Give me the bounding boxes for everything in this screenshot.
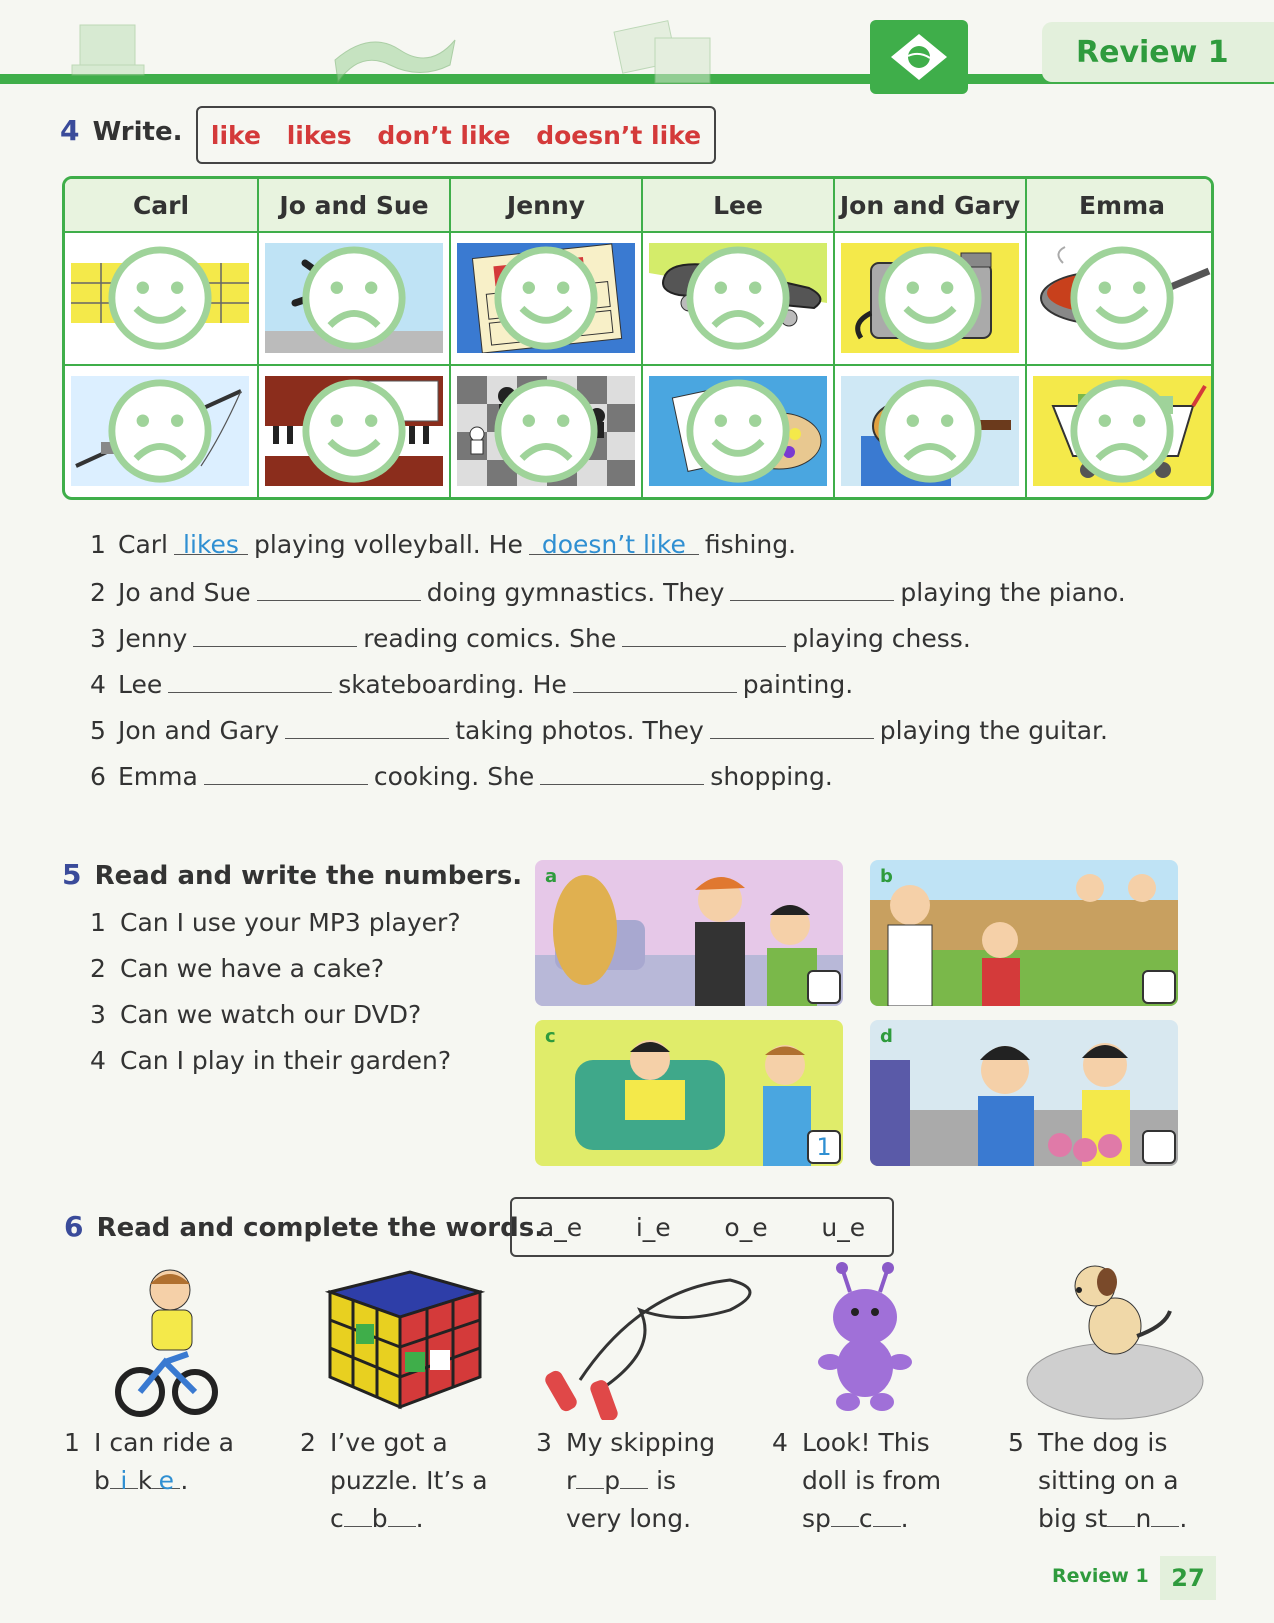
ex6-letter-box <box>510 1197 894 1257</box>
ex5-heading <box>62 858 522 891</box>
answer-blank[interactable] <box>168 668 332 693</box>
laptop-icon <box>70 20 150 90</box>
answer-blank[interactable] <box>204 760 368 785</box>
word-likes: likes <box>286 120 352 150</box>
letter-blank[interactable] <box>620 1462 648 1489</box>
word-doesnt-like: doesn’t like <box>536 120 702 150</box>
sentence-6: 6 Emma cooking. She shopping. <box>90 762 833 791</box>
answer-box[interactable] <box>1142 1130 1176 1164</box>
garden-scene-icon <box>870 860 1178 1006</box>
ex4-word-box <box>196 106 716 164</box>
happy-face-icon <box>649 376 827 486</box>
hobbies-table <box>62 176 1214 500</box>
word-like: like <box>210 120 261 150</box>
column-header: Jon and Gary <box>835 179 1025 233</box>
sad-face-icon <box>265 243 443 353</box>
ex5-question-2: 2 Can we have a cake? <box>90 954 385 983</box>
letter-blank[interactable] <box>873 1500 901 1527</box>
word-item-3: 3 My skipping r p is very long. <box>536 1428 716 1533</box>
column-header: Emma <box>1027 179 1214 233</box>
table-cell <box>643 366 833 499</box>
table-column <box>1025 179 1214 497</box>
letter-blank[interactable] <box>344 1500 372 1527</box>
ex5-question-3: 3 Can we watch our DVD? <box>90 1000 422 1029</box>
table-column <box>65 179 257 497</box>
living-room-scene-icon <box>535 860 843 1006</box>
table-cell <box>835 233 1025 366</box>
ex5-number: 5 <box>62 858 82 891</box>
letter-pattern: a_e <box>538 1212 583 1242</box>
sad-face-icon <box>71 376 249 486</box>
picture-d <box>870 1020 1178 1166</box>
column-header: Jenny <box>451 179 641 233</box>
letter-blank[interactable]: i <box>110 1462 138 1489</box>
word-item-4: 4 Look! This doll is from sp c . <box>772 1428 942 1533</box>
table-cell <box>259 366 449 499</box>
happy-face-icon <box>1033 243 1211 353</box>
letter-blank[interactable]: e <box>152 1462 180 1489</box>
scarf-icon <box>330 20 460 90</box>
ex6-heading <box>64 1210 544 1243</box>
ex4-title: Write. <box>92 117 183 147</box>
letter-pattern: i_e <box>635 1212 671 1242</box>
ex5-title: Read and write the numbers. <box>94 861 523 891</box>
word-dont-like: don’t like <box>377 120 511 150</box>
answer-blank[interactable]: doesn’t like <box>529 530 699 555</box>
answer-blank[interactable] <box>285 714 449 739</box>
letter-blank[interactable] <box>1107 1500 1135 1527</box>
table-column <box>641 179 833 497</box>
sad-face-icon <box>457 376 635 486</box>
armchair-scene-icon <box>535 1020 843 1166</box>
ex5-question-4: 4 Can I play in their garden? <box>90 1046 452 1075</box>
table-cell <box>451 366 641 499</box>
column-header: Jo and Sue <box>259 179 449 233</box>
brazil-flag-icon <box>870 20 968 94</box>
sentence-2: 2 Jo and Sue doing gymnastics. They playing the piano. <box>90 578 1126 607</box>
answer-blank[interactable] <box>730 576 894 601</box>
answer-blank[interactable] <box>193 622 357 647</box>
boy-on-bike-icon <box>110 1262 220 1422</box>
table-cell <box>65 366 257 499</box>
footer-section: Review 1 <box>1052 1565 1149 1587</box>
answer-blank[interactable] <box>540 760 704 785</box>
picture-label: a <box>545 866 558 887</box>
happy-face-icon <box>457 243 635 353</box>
letter-blank[interactable] <box>831 1500 859 1527</box>
letter-blank[interactable] <box>388 1500 416 1527</box>
ex6-number: 6 <box>64 1210 84 1243</box>
word-item-5: 5 The dog is sitting on a big st n . <box>1008 1428 1188 1533</box>
table-column <box>449 179 641 497</box>
sad-face-icon <box>841 376 1019 486</box>
review-tab: Review 1 <box>1042 22 1274 82</box>
answer-blank[interactable] <box>622 622 786 647</box>
letter-pattern: u_e <box>821 1212 866 1242</box>
picture-label: b <box>880 866 893 887</box>
table-cell <box>65 233 257 366</box>
table-cell <box>643 233 833 366</box>
photos-icon <box>610 18 720 98</box>
table-cell <box>259 233 449 366</box>
table-cell <box>835 366 1025 499</box>
answer-box[interactable] <box>1142 970 1176 1004</box>
ex5-question-1: 1 Can I use your MP3 player? <box>90 908 461 937</box>
sentence-4: 4 Lee skateboarding. He painting. <box>90 670 854 699</box>
letter-blank[interactable] <box>1151 1500 1179 1527</box>
column-header: Carl <box>65 179 257 233</box>
column-header: Lee <box>643 179 833 233</box>
answer-blank[interactable] <box>710 714 874 739</box>
happy-face-icon <box>71 243 249 353</box>
answer-blank[interactable]: likes <box>174 530 248 555</box>
picture-label: c <box>545 1026 556 1047</box>
sad-face-icon <box>1033 376 1211 486</box>
table-column <box>833 179 1025 497</box>
table-cell <box>451 233 641 366</box>
sentence-5: 5 Jon and Gary taking photos. They playing the guitar. <box>90 716 1108 745</box>
letter-blank[interactable] <box>576 1462 604 1489</box>
dog-on-stone-icon <box>1025 1256 1205 1421</box>
sentence-3: 3 Jenny reading comics. She playing chess. <box>90 624 971 653</box>
rubiks-cube-icon <box>320 1262 490 1412</box>
answer-box[interactable]: 1 <box>807 1130 841 1164</box>
picture-label: d <box>880 1026 893 1047</box>
word-item-2: 2 I’ve got a puzzle. It’s a c b . <box>300 1428 488 1533</box>
table-cell <box>1027 233 1214 366</box>
table-column <box>257 179 449 497</box>
happy-face-icon <box>841 243 1019 353</box>
answer-blank[interactable] <box>573 668 737 693</box>
kitchen-scene-icon <box>870 1020 1178 1166</box>
answer-blank[interactable] <box>257 576 421 601</box>
happy-face-icon <box>265 376 443 486</box>
picture-c <box>535 1020 843 1166</box>
ex4-heading <box>60 114 182 147</box>
ex4-number: 4 <box>60 114 80 147</box>
skipping-rope-icon <box>540 1270 760 1420</box>
table-cell <box>1027 366 1214 499</box>
alien-doll-icon <box>810 1262 920 1417</box>
answer-box[interactable] <box>807 970 841 1004</box>
picture-b <box>870 860 1178 1006</box>
page-number: 27 <box>1160 1556 1216 1600</box>
word-item-1: 1 I can ride a b i k e . <box>64 1428 234 1495</box>
ex6-title: Read and complete the words. <box>96 1213 545 1243</box>
sentence-1: 1 Carl likes playing volleyball. He doesn’t like fishing. <box>90 530 797 559</box>
letter-pattern: o_e <box>724 1212 768 1242</box>
sad-face-icon <box>649 243 827 353</box>
picture-a <box>535 860 843 1006</box>
